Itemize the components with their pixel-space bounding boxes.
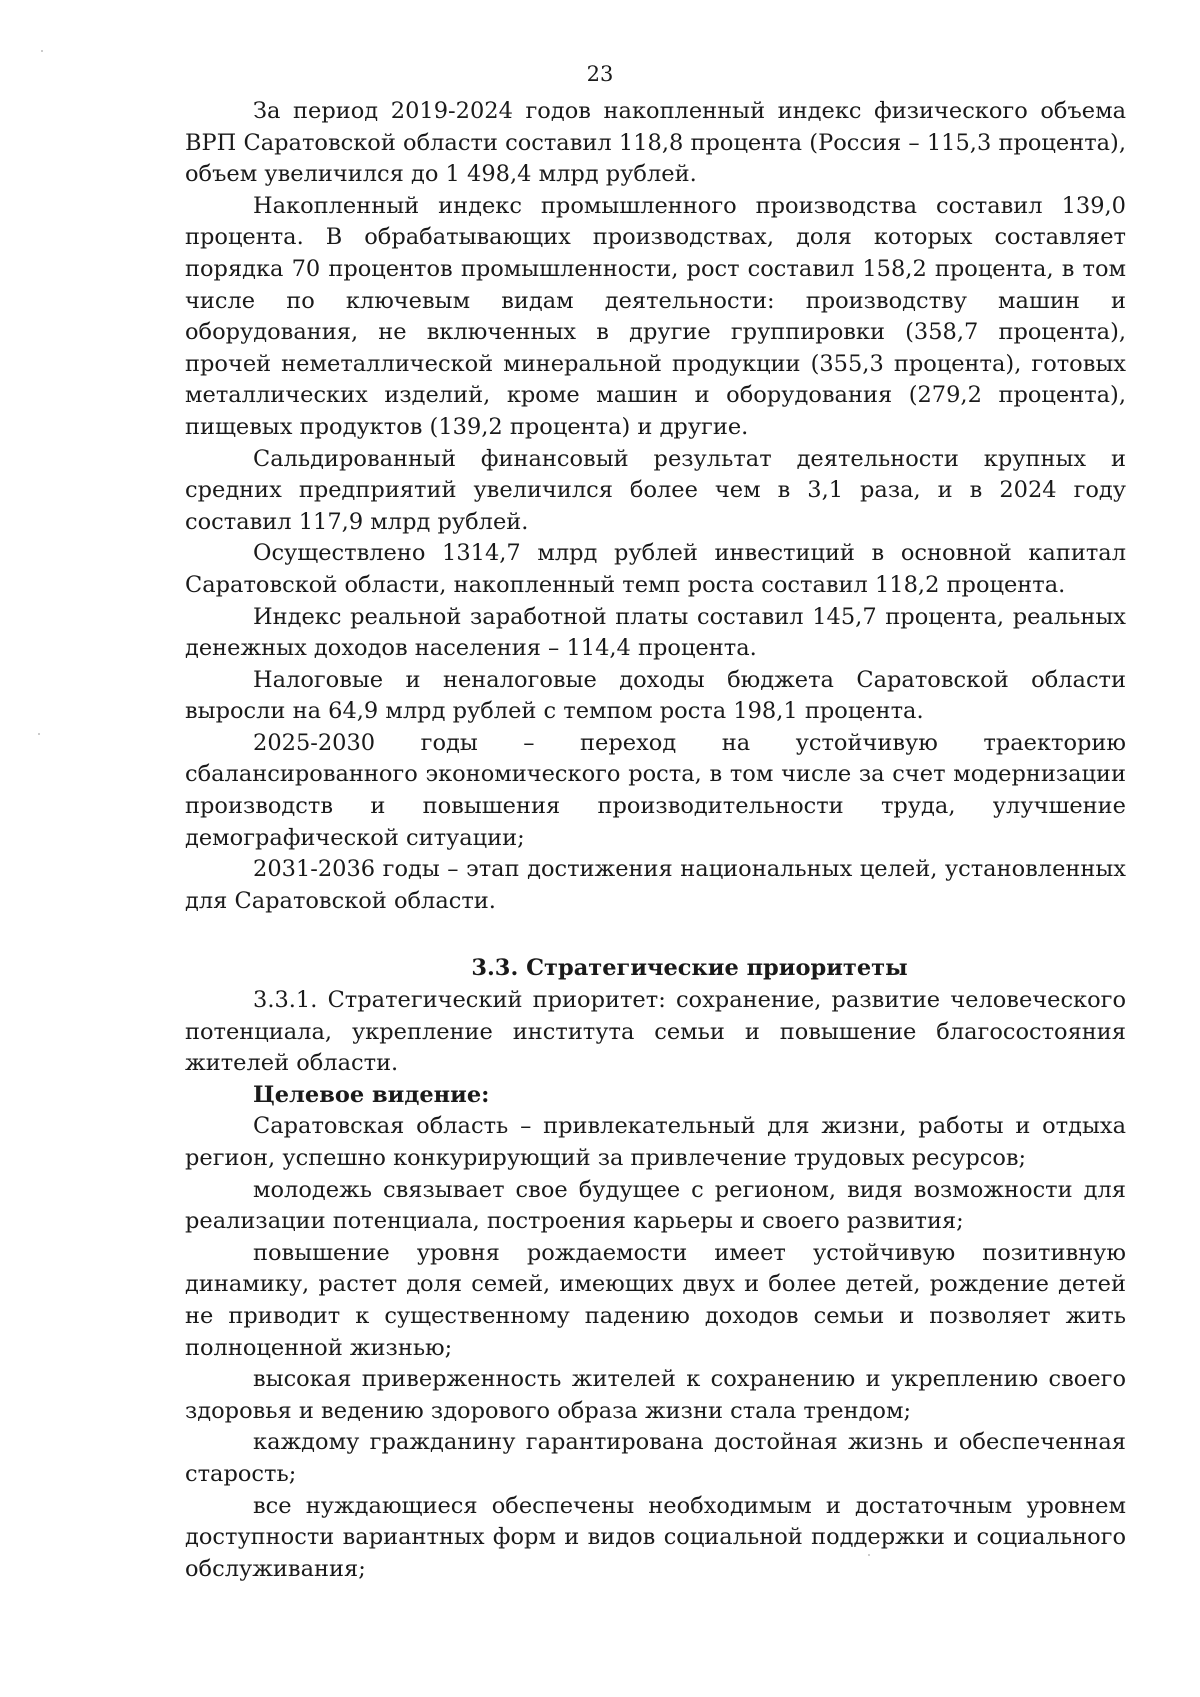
scan-speck: [868, 1554, 870, 1556]
paragraph-budget-revenue: Налоговые и неналоговые доходы бюджета Саратовской области выросли на 64,9 млрд рублей с темпом роста 198,1 процента.: [185, 666, 1126, 725]
vision-item: все нуждающиеся обеспечены необходимым и достаточным уровнем доступности вариантных форм и видов социальной поддержки и социального обслуживания;: [185, 1492, 1126, 1582]
vision-item: молодежь связывает свое будущее с регионом, видя возможности для реализации потенциала, построения карьеры и своего развития;: [185, 1176, 1126, 1235]
vision-item: Саратовская область – привлекательный для жизни, работы и отдыха регион, успешно конкурирующий за привлечение трудовых ресурсов;: [185, 1113, 1126, 1171]
paragraph-strategic-priority: 3.3.1. Стратегический приоритет: сохранение, развитие человеческого потенциала, укрепление института семьи и повышение благосостояния жителей области.: [185, 987, 1126, 1077]
vision-item: каждому гражданину гарантирована достойная жизнь и обеспеченная старость;: [185, 1429, 1126, 1487]
section-heading: 3.3. Стратегические приоритеты: [471, 955, 908, 982]
paragraph-financial-result: Сальдированный финансовый результат деятельности крупных и средних предприятий увеличился более чем в 3,1 раза, и в 2024 году составил 117,9 млрд рублей.: [185, 445, 1126, 535]
paragraph-industrial-index: Накопленный индекс промышленного производства составил 139,0 процента. В обрабатывающих производствах, доля которых составляет порядка 70 процентов промышленности, рост составил 158,2 процента, в том числе по ключевым видам деятельности: производству машин и оборудования, не включенных в другие группировки (358,7 процента), прочей неметаллической минеральной продукции (355,3 процента), готовых металлических изделий, кроме машин и оборудования (279,2 процента), пищевых продуктов (139,2 процента) и другие.: [185, 192, 1126, 440]
paragraph-stage-2031-2036: 2031-2036 годы – этап достижения национальных целей, установленных для Саратовской области.: [185, 856, 1126, 914]
vision-item: высокая приверженность жителей к сохранению и укреплению своего здоровья и ведению здорового образа жизни стала трендом;: [185, 1366, 1126, 1424]
vision-heading: Целевое видение:: [253, 1081, 490, 1108]
scan-speck: [41, 50, 43, 52]
paragraph-grp-growth: За период 2019-2024 годов накопленный индекс физического объема ВРП Саратовской области составил 118,8 процента (Россия – 115,3 процента), объем увеличился до 1 498,4 млрд рублей.: [185, 98, 1126, 188]
page-number: 23: [586, 62, 614, 86]
document-body: [185, 96, 1126, 1585]
scan-speck: [38, 733, 40, 735]
paragraph-investments: Осуществлено 1314,7 млрд рублей инвестиций в основной капитал Саратовской области, накопленный темп роста составил 118,2 процента.: [185, 540, 1126, 598]
vision-item: повышение уровня рождаемости имеет устойчивую позитивную динамику, растет доля семей, имеющих двух и более детей, рождение детей не приводит к существенному падению доходов семьи и позволяет жить полноценной жизнью;: [185, 1239, 1126, 1361]
paragraph-stage-2025-2030: 2025-2030 годы – переход на устойчивую траекторию сбалансированного экономического роста, в том числе за счет модернизации производств и повышения производительности труда, улучшение демографической ситуации;: [185, 729, 1126, 851]
paragraph-wages-index: Индекс реальной заработной платы составил 145,7 процента, реальных денежных доходов населения – 114,4 процента.: [185, 603, 1126, 662]
